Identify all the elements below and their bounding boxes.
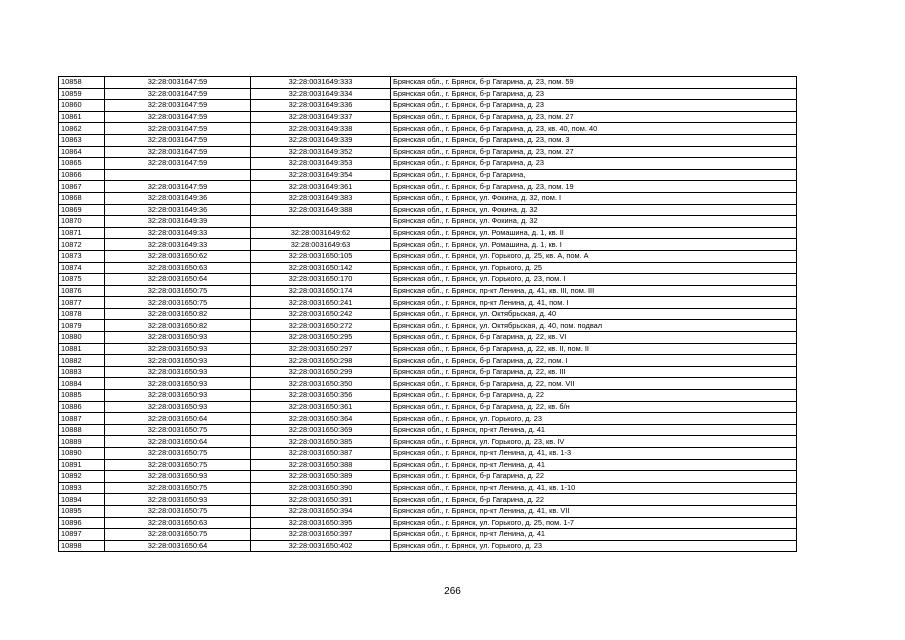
row-number-cell: 10862 (59, 123, 105, 135)
table-row (59, 227, 797, 239)
row-number-cell: 10892 (59, 471, 105, 483)
address-cell: Брянская обл., г. Брянск, ул. Октябрьская, д. 40, пом. подвал (391, 320, 797, 332)
cadastral-number-cell: 32:28:0031649:336 (251, 100, 391, 112)
cadastral-number-cell: 32:28:0031650:272 (251, 320, 391, 332)
table-row (59, 332, 797, 344)
table-row (59, 529, 797, 541)
parent-cadastral-number-cell: 32:28:0031650:93 (105, 390, 251, 402)
row-number-cell: 10867 (59, 181, 105, 193)
parent-cadastral-number-cell: 32:28:0031647:59 (105, 134, 251, 146)
row-number-cell: 10866 (59, 169, 105, 181)
parent-cadastral-number-cell: 32:28:0031650:75 (105, 297, 251, 309)
row-number-cell: 10880 (59, 332, 105, 344)
cadastral-number-cell: 32:28:0031650:298 (251, 355, 391, 367)
cadastral-number-cell: 32:28:0031649:388 (251, 204, 391, 216)
address-cell: Брянская обл., г. Брянск, б-р Гагарина, д. 22, кв. VI (391, 332, 797, 344)
parent-cadastral-number-cell: 32:28:0031650:93 (105, 494, 251, 506)
address-cell: Брянская обл., г. Брянск, пр-кт Ленина, д. 41, кв. III, пом. III (391, 285, 797, 297)
parent-cadastral-number-cell: 32:28:0031647:59 (105, 100, 251, 112)
address-cell: Брянская обл., г. Брянск, б-р Гагарина, д. 23, пом. 27 (391, 146, 797, 158)
address-cell: Брянская обл., г. Брянск, ул. Фокина, д. 32, пом. I (391, 192, 797, 204)
address-cell: Брянская обл., г. Брянск, б-р Гагарина, д. 22, пом. VII (391, 378, 797, 390)
row-number-cell: 10861 (59, 111, 105, 123)
parent-cadastral-number-cell: 32:28:0031647:59 (105, 88, 251, 100)
parent-cadastral-number-cell: 32:28:0031647:59 (105, 181, 251, 193)
row-number-cell: 10884 (59, 378, 105, 390)
address-cell: Брянская обл., г. Брянск, пр-кт Ленина, д. 41 (391, 459, 797, 471)
parent-cadastral-number-cell: 32:28:0031650:64 (105, 413, 251, 425)
parent-cadastral-number-cell: 32:28:0031650:64 (105, 436, 251, 448)
address-cell: Брянская обл., г. Брянск, ул. Горького, д. 25, кв. А, пом. А (391, 250, 797, 262)
page-number: 266 (444, 586, 461, 597)
cadastral-number-cell: 32:28:0031649:338 (251, 123, 391, 135)
address-cell: Брянская обл., г. Брянск, б-р Гагарина, д. 22, пом. I (391, 355, 797, 367)
cadastral-number-cell: 32:28:0031650:297 (251, 343, 391, 355)
row-number-cell: 10868 (59, 192, 105, 204)
cadastral-number-cell: 32:28:0031650:241 (251, 297, 391, 309)
address-cell: Брянская обл., г. Брянск, пр-кт Ленина, д. 41, кв. 1-10 (391, 482, 797, 494)
parent-cadastral-number-cell: 32:28:0031650:93 (105, 355, 251, 367)
table-row (59, 320, 797, 332)
cadastral-number-cell: 32:28:0031649:353 (251, 158, 391, 170)
address-cell: Брянская обл., г. Брянск, б-р Гагарина, д. 23, пом. 19 (391, 181, 797, 193)
cadastral-number-cell: 32:28:0031650:402 (251, 540, 391, 552)
row-number-cell: 10882 (59, 355, 105, 367)
table-row (59, 482, 797, 494)
row-number-cell: 10897 (59, 529, 105, 541)
table-row (59, 297, 797, 309)
table-row (59, 123, 797, 135)
cadastral-number-cell: 32:28:0031650:397 (251, 529, 391, 541)
address-cell: Брянская обл., г. Брянск, ул. Октябрьская, д. 40 (391, 308, 797, 320)
row-number-cell: 10877 (59, 297, 105, 309)
cadastral-number-cell: 32:28:0031649:334 (251, 88, 391, 100)
row-number-cell: 10870 (59, 216, 105, 228)
row-number-cell: 10879 (59, 320, 105, 332)
row-number-cell: 10874 (59, 262, 105, 274)
parent-cadastral-number-cell: 32:28:0031649:36 (105, 204, 251, 216)
address-cell: Брянская обл., г. Брянск, ул. Фокина, д. 32 (391, 216, 797, 228)
cadastral-number-cell: 32:28:0031650:174 (251, 285, 391, 297)
parent-cadastral-number-cell: 32:28:0031650:75 (105, 529, 251, 541)
parent-cadastral-number-cell: 32:28:0031649:33 (105, 227, 251, 239)
cadastral-number-cell: 32:28:0031650:387 (251, 448, 391, 460)
row-number-cell: 10858 (59, 77, 105, 89)
row-number-cell: 10863 (59, 134, 105, 146)
table-row (59, 146, 797, 158)
table-row (59, 355, 797, 367)
table-row (59, 401, 797, 413)
parent-cadastral-number-cell: 32:28:0031650:75 (105, 505, 251, 517)
address-cell: Брянская обл., г. Брянск, пр-кт Ленина, д. 41, пом. I (391, 297, 797, 309)
table-row (59, 274, 797, 286)
parent-cadastral-number-cell: 32:28:0031650:93 (105, 401, 251, 413)
row-number-cell: 10883 (59, 366, 105, 378)
row-number-cell: 10898 (59, 540, 105, 552)
cadastral-table (58, 76, 797, 552)
cadastral-number-cell: 32:28:0031649:383 (251, 192, 391, 204)
cadastral-number-cell (251, 216, 391, 228)
row-number-cell: 10875 (59, 274, 105, 286)
row-number-cell: 10881 (59, 343, 105, 355)
row-number-cell: 10878 (59, 308, 105, 320)
table-row (59, 471, 797, 483)
row-number-cell: 10888 (59, 424, 105, 436)
address-cell: Брянская обл., г. Брянск, б-р Гагарина, д. 23, пом. 3 (391, 134, 797, 146)
cadastral-number-cell: 32:28:0031650:356 (251, 390, 391, 402)
table-row (59, 134, 797, 146)
cadastral-number-cell: 32:28:0031650:242 (251, 308, 391, 320)
table-row (59, 262, 797, 274)
table-row (59, 111, 797, 123)
address-cell: Брянская обл., г. Брянск, пр-кт Ленина, д. 41, кв. VII (391, 505, 797, 517)
cadastral-number-cell: 32:28:0031650:350 (251, 378, 391, 390)
cadastral-number-cell: 32:28:0031649:337 (251, 111, 391, 123)
row-number-cell: 10886 (59, 401, 105, 413)
row-number-cell: 10869 (59, 204, 105, 216)
row-number-cell: 10893 (59, 482, 105, 494)
address-cell: Брянская обл., г. Брянск, б-р Гагарина, д. 23, пом. 59 (391, 77, 797, 89)
row-number-cell: 10873 (59, 250, 105, 262)
parent-cadastral-number-cell: 32:28:0031647:59 (105, 77, 251, 89)
table-row (59, 181, 797, 193)
table-row (59, 88, 797, 100)
address-cell: Брянская обл., г. Брянск, ул. Горького, д. 23 (391, 540, 797, 552)
cadastral-number-cell: 32:28:0031650:361 (251, 401, 391, 413)
address-cell: Брянская обл., г. Брянск, пр-кт Ленина, д. 41 (391, 424, 797, 436)
cadastral-number-cell: 32:28:0031650:391 (251, 494, 391, 506)
address-cell: Брянская обл., г. Брянск, ул. Ромашина, д. 1, кв. II (391, 227, 797, 239)
parent-cadastral-number-cell: 32:28:0031650:63 (105, 517, 251, 529)
parent-cadastral-number-cell: 32:28:0031650:93 (105, 343, 251, 355)
address-cell: Брянская обл., г. Брянск, б-р Гагарина, д. 23 (391, 158, 797, 170)
parent-cadastral-number-cell: 32:28:0031647:59 (105, 146, 251, 158)
table-body (59, 77, 797, 552)
address-cell: Брянская обл., г. Брянск, б-р Гагарина, д. 22, кв. III (391, 366, 797, 378)
parent-cadastral-number-cell: 32:28:0031650:64 (105, 540, 251, 552)
cadastral-number-cell: 32:28:0031649:352 (251, 146, 391, 158)
address-cell: Брянская обл., г. Брянск, б-р Гагарина, д. 22, кв. б/н (391, 401, 797, 413)
cadastral-number-cell: 32:28:0031649:339 (251, 134, 391, 146)
address-cell: Брянская обл., г. Брянск, б-р Гагарина, (391, 169, 797, 181)
parent-cadastral-number-cell: 32:28:0031649:39 (105, 216, 251, 228)
table-row (59, 77, 797, 89)
address-cell: Брянская обл., г. Брянск, пр-кт Ленина, д. 41, кв. 1-3 (391, 448, 797, 460)
parent-cadastral-number-cell: 32:28:0031649:33 (105, 239, 251, 251)
table-row (59, 540, 797, 552)
cadastral-number-cell: 32:28:0031649:63 (251, 239, 391, 251)
row-number-cell: 10860 (59, 100, 105, 112)
table-row (59, 424, 797, 436)
address-cell: Брянская обл., г. Брянск, ул. Горького, д. 25 (391, 262, 797, 274)
row-number-cell: 10865 (59, 158, 105, 170)
address-cell: Брянская обл., г. Брянск, ул. Фокина, д. 32 (391, 204, 797, 216)
address-cell: Брянская обл., г. Брянск, б-р Гагарина, д. 23 (391, 88, 797, 100)
address-cell: Брянская обл., г. Брянск, ул. Ромашина, д. 1, кв. I (391, 239, 797, 251)
row-number-cell: 10885 (59, 390, 105, 402)
parent-cadastral-number-cell: 32:28:0031647:59 (105, 123, 251, 135)
address-cell: Брянская обл., г. Брянск, б-р Гагарина, д. 22 (391, 494, 797, 506)
parent-cadastral-number-cell: 32:28:0031650:75 (105, 459, 251, 471)
cadastral-number-cell: 32:28:0031650:364 (251, 413, 391, 425)
parent-cadastral-number-cell: 32:28:0031650:63 (105, 262, 251, 274)
table-row (59, 250, 797, 262)
table-row (59, 366, 797, 378)
address-cell: Брянская обл., г. Брянск, ул. Горького, д. 25, пом. 1-7 (391, 517, 797, 529)
table-row (59, 204, 797, 216)
address-cell: Брянская обл., г. Брянск, ул. Горького, д. 23 (391, 413, 797, 425)
table-row (59, 436, 797, 448)
table-row (59, 413, 797, 425)
parent-cadastral-number-cell: 32:28:0031650:82 (105, 320, 251, 332)
cadastral-number-cell: 32:28:0031650:389 (251, 471, 391, 483)
table-row (59, 216, 797, 228)
cadastral-number-cell: 32:28:0031650:142 (251, 262, 391, 274)
table-row (59, 494, 797, 506)
cadastral-number-cell: 32:28:0031650:390 (251, 482, 391, 494)
cadastral-number-cell: 32:28:0031650:170 (251, 274, 391, 286)
address-cell: Брянская обл., г. Брянск, б-р Гагарина, д. 22, кв. II, пом. II (391, 343, 797, 355)
row-number-cell: 10887 (59, 413, 105, 425)
address-cell: Брянская обл., г. Брянск, ул. Горького, д. 23, кв. IV (391, 436, 797, 448)
parent-cadastral-number-cell: 32:28:0031650:93 (105, 471, 251, 483)
row-number-cell: 10890 (59, 448, 105, 460)
table-row (59, 390, 797, 402)
address-cell: Брянская обл., г. Брянск, б-р Гагарина, д. 23 (391, 100, 797, 112)
table-row (59, 343, 797, 355)
cadastral-number-cell: 32:28:0031650:369 (251, 424, 391, 436)
row-number-cell: 10894 (59, 494, 105, 506)
cadastral-number-cell: 32:28:0031650:388 (251, 459, 391, 471)
row-number-cell: 10864 (59, 146, 105, 158)
cadastral-number-cell: 32:28:0031650:295 (251, 332, 391, 344)
parent-cadastral-number-cell: 32:28:0031650:93 (105, 332, 251, 344)
table-row (59, 378, 797, 390)
parent-cadastral-number-cell: 32:28:0031647:59 (105, 158, 251, 170)
cadastral-number-cell: 32:28:0031650:385 (251, 436, 391, 448)
cadastral-number-cell: 32:28:0031649:62 (251, 227, 391, 239)
parent-cadastral-number-cell: 32:28:0031649:36 (105, 192, 251, 204)
parent-cadastral-number-cell (105, 169, 251, 181)
parent-cadastral-number-cell: 32:28:0031650:82 (105, 308, 251, 320)
table-row (59, 158, 797, 170)
table-row (59, 505, 797, 517)
address-cell: Брянская обл., г. Брянск, пр-кт Ленина, д. 41 (391, 529, 797, 541)
table-row (59, 100, 797, 112)
row-number-cell: 10889 (59, 436, 105, 448)
table-row (59, 285, 797, 297)
parent-cadastral-number-cell: 32:28:0031650:93 (105, 366, 251, 378)
table-row (59, 169, 797, 181)
table-row (59, 517, 797, 529)
cadastral-number-cell: 32:28:0031650:299 (251, 366, 391, 378)
cadastral-number-cell: 32:28:0031650:394 (251, 505, 391, 517)
table-row (59, 239, 797, 251)
row-number-cell: 10896 (59, 517, 105, 529)
cadastral-number-cell: 32:28:0031650:105 (251, 250, 391, 262)
cadastral-number-cell: 32:28:0031649:354 (251, 169, 391, 181)
table-row (59, 448, 797, 460)
parent-cadastral-number-cell: 32:28:0031650:75 (105, 482, 251, 494)
address-cell: Брянская обл., г. Брянск, б-р Гагарина, д. 22 (391, 471, 797, 483)
row-number-cell: 10876 (59, 285, 105, 297)
cadastral-number-cell: 32:28:0031649:361 (251, 181, 391, 193)
address-cell: Брянская обл., г. Брянск, б-р Гагарина, д. 22 (391, 390, 797, 402)
row-number-cell: 10859 (59, 88, 105, 100)
address-cell: Брянская обл., г. Брянск, б-р Гагарина, д. 23, кв. 40, пом. 40 (391, 123, 797, 135)
cadastral-number-cell: 32:28:0031650:395 (251, 517, 391, 529)
address-cell: Брянская обл., г. Брянск, ул. Горького, д. 23, пом. I (391, 274, 797, 286)
parent-cadastral-number-cell: 32:28:0031650:64 (105, 274, 251, 286)
parent-cadastral-number-cell: 32:28:0031650:75 (105, 448, 251, 460)
table-row (59, 459, 797, 471)
parent-cadastral-number-cell: 32:28:0031650:62 (105, 250, 251, 262)
parent-cadastral-number-cell: 32:28:0031650:93 (105, 378, 251, 390)
parent-cadastral-number-cell: 32:28:0031650:75 (105, 424, 251, 436)
row-number-cell: 10871 (59, 227, 105, 239)
cadastral-number-cell: 32:28:0031649:333 (251, 77, 391, 89)
parent-cadastral-number-cell: 32:28:0031650:75 (105, 285, 251, 297)
row-number-cell: 10891 (59, 459, 105, 471)
table-row (59, 308, 797, 320)
parent-cadastral-number-cell: 32:28:0031647:59 (105, 111, 251, 123)
row-number-cell: 10895 (59, 505, 105, 517)
row-number-cell: 10872 (59, 239, 105, 251)
table-row (59, 192, 797, 204)
address-cell: Брянская обл., г. Брянск, б-р Гагарина, д. 23, пом. 27 (391, 111, 797, 123)
